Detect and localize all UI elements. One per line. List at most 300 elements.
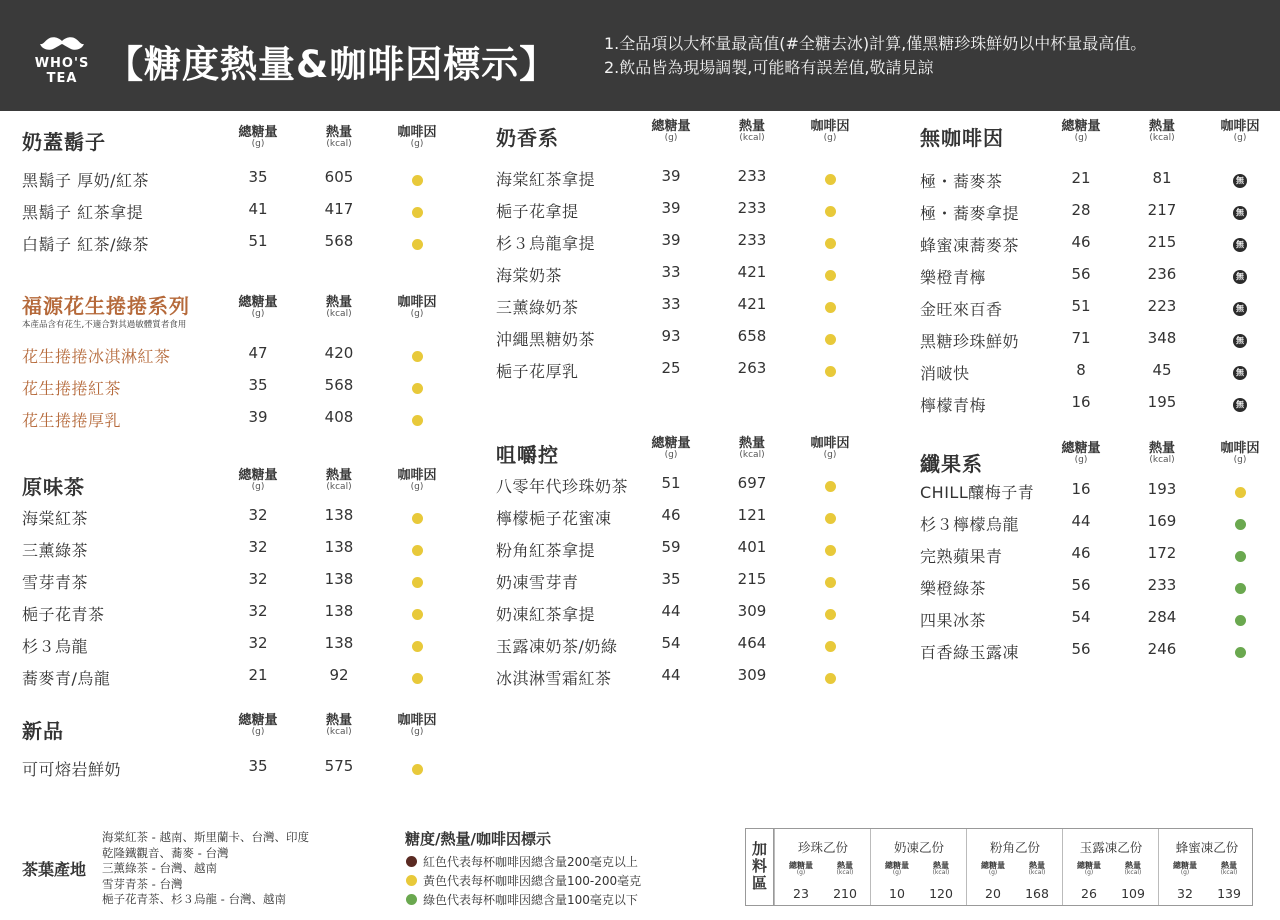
menu-item-row bbox=[496, 327, 850, 351]
topping-kcal-unit: (kcal) bbox=[1220, 869, 1238, 876]
topping-sugar-head bbox=[1163, 862, 1207, 876]
item-kcal: 195 bbox=[1147, 393, 1177, 411]
col-head-caffeine-label: 咖啡因 bbox=[397, 295, 437, 310]
menu-item-row bbox=[22, 200, 437, 224]
topping-kcal-label: 熱量 bbox=[933, 861, 949, 870]
topping-kcal-unit: (kcal) bbox=[1124, 869, 1142, 876]
item-kcal: 568 bbox=[324, 232, 354, 250]
menu-item-row bbox=[496, 199, 850, 223]
item-sugar: 41 bbox=[248, 200, 268, 218]
item-name: 可可熔岩鮮奶 bbox=[22, 760, 122, 779]
origin-line: 雪芽青茶 - 台灣 bbox=[102, 876, 183, 891]
item-name: 金旺來百香 bbox=[920, 300, 1003, 319]
item-kcal: 172 bbox=[1147, 544, 1177, 562]
item-sugar: 33 bbox=[661, 295, 681, 313]
origin-line: 三薰綠茶 - 台灣、越南 bbox=[102, 861, 217, 875]
col-head-caffeine-label: 咖啡因 bbox=[810, 436, 850, 451]
no-caffeine-icon: 無 bbox=[1233, 334, 1247, 348]
item-kcal: 233 bbox=[737, 199, 767, 217]
item-name: 蜂蜜凍蕎麥茶 bbox=[920, 236, 1020, 255]
topping-kcal-label: 熱量 bbox=[837, 861, 853, 870]
item-sugar: 56 bbox=[1071, 576, 1091, 594]
col-head-sugar-unit: (g) bbox=[251, 726, 265, 737]
item-kcal: 217 bbox=[1147, 201, 1177, 219]
col-head-kcal-label: 熱量 bbox=[738, 436, 765, 451]
item-name: 冰淇淋雪霜紅茶 bbox=[496, 669, 612, 688]
item-sugar: 56 bbox=[1071, 265, 1091, 283]
yellow-caffeine-dot-icon bbox=[825, 174, 836, 185]
item-sugar: 46 bbox=[1071, 233, 1091, 251]
yellow-caffeine-dot-icon bbox=[412, 383, 423, 394]
item-sugar: 28 bbox=[1071, 201, 1091, 219]
item-kcal: 263 bbox=[737, 359, 767, 377]
col-head-kcal bbox=[304, 714, 374, 737]
topping-kcal-unit: (kcal) bbox=[836, 869, 854, 876]
item-kcal: 408 bbox=[324, 408, 354, 426]
yellow-caffeine-dot-icon bbox=[412, 351, 423, 362]
yellow-caffeine-dot-icon bbox=[825, 641, 836, 652]
yellow-caffeine-dot-icon bbox=[1235, 487, 1246, 498]
item-name: 花生捲捲紅茶 bbox=[22, 379, 122, 398]
topping-sugar-label: 總糖量 bbox=[1173, 861, 1197, 870]
green-dot-icon bbox=[406, 894, 417, 905]
topping-kcal-unit: (kcal) bbox=[932, 869, 950, 876]
col-head-caffeine-unit: (g) bbox=[410, 726, 424, 737]
col-head-kcal-label: 熱量 bbox=[738, 119, 765, 134]
topping-kcal-head bbox=[823, 862, 867, 876]
menu-item-row bbox=[22, 634, 437, 658]
yellow-caffeine-dot-icon bbox=[825, 302, 836, 313]
item-kcal: 236 bbox=[1147, 265, 1177, 283]
col-head-caffeine-label: 咖啡因 bbox=[810, 119, 850, 134]
item-name: 花生捲捲厚乳 bbox=[22, 411, 122, 430]
toppings-label-char: 加 bbox=[751, 840, 767, 858]
green-caffeine-dot-icon bbox=[1235, 551, 1246, 562]
col-head-kcal-label: 熱量 bbox=[325, 295, 352, 310]
item-name: 粉角紅茶拿提 bbox=[496, 541, 596, 560]
item-sugar: 44 bbox=[661, 602, 681, 620]
item-kcal: 233 bbox=[737, 167, 767, 185]
no-caffeine-icon: 無 bbox=[1233, 366, 1247, 380]
legend-text: 綠色代表每杯咖啡因總含量100毫克以下 bbox=[423, 893, 638, 907]
menu-item-row bbox=[496, 474, 850, 498]
legend-item-yellow bbox=[406, 872, 641, 889]
legend-item-green bbox=[406, 891, 638, 908]
menu-item-row bbox=[496, 231, 850, 255]
item-kcal: 233 bbox=[737, 231, 767, 249]
topping-sugar-label: 總糖量 bbox=[981, 861, 1005, 870]
item-sugar: 39 bbox=[661, 231, 681, 249]
topping-sugar: 32 bbox=[1177, 886, 1193, 901]
item-kcal: 169 bbox=[1147, 512, 1177, 530]
item-kcal: 575 bbox=[324, 757, 354, 775]
col-head-sugar-unit: (g) bbox=[664, 449, 678, 460]
col-head-caffeine-unit: (g) bbox=[410, 481, 424, 492]
item-sugar: 32 bbox=[248, 634, 268, 652]
section-title-fruit: 纖果系 bbox=[920, 452, 983, 476]
item-kcal: 246 bbox=[1147, 640, 1177, 658]
col-head-caffeine-unit: (g) bbox=[410, 138, 424, 149]
col-head-kcal bbox=[304, 296, 374, 319]
yellow-caffeine-dot-icon bbox=[412, 207, 423, 218]
col-head-kcal bbox=[717, 120, 787, 143]
topping-name: 奶凍乙份 bbox=[893, 840, 944, 855]
item-name: 消啵快 bbox=[920, 364, 970, 383]
topping-kcal: 210 bbox=[833, 886, 857, 901]
topping-kcal-head bbox=[1207, 862, 1251, 876]
col-head-sugar-label: 總糖量 bbox=[1061, 441, 1101, 456]
col-head-kcal-unit: (kcal) bbox=[326, 308, 352, 319]
menu-item-row bbox=[920, 201, 1260, 225]
topping-kcal-label: 熱量 bbox=[1125, 861, 1141, 870]
item-kcal: 697 bbox=[737, 474, 767, 492]
col-head-sugar-label: 總糖量 bbox=[1061, 119, 1101, 134]
item-kcal: 233 bbox=[1147, 576, 1177, 594]
menu-item-row bbox=[22, 538, 437, 562]
menu-item-row bbox=[22, 408, 437, 432]
item-sugar: 44 bbox=[661, 666, 681, 684]
topping-sugar-unit: (g) bbox=[988, 869, 998, 876]
topping-sugar-head bbox=[875, 862, 919, 876]
item-sugar: 47 bbox=[248, 344, 268, 362]
brand-logo bbox=[22, 36, 102, 86]
item-sugar: 35 bbox=[248, 168, 268, 186]
item-sugar: 51 bbox=[248, 232, 268, 250]
col-head-sugar-label: 總糖量 bbox=[238, 125, 278, 140]
item-name: 百香綠玉露凍 bbox=[920, 643, 1020, 662]
item-name: 白鬍子 紅茶/綠茶 bbox=[22, 235, 149, 254]
item-sugar: 21 bbox=[1071, 169, 1091, 187]
item-name: 奶凍紅茶拿提 bbox=[496, 605, 596, 624]
topping-cell bbox=[1062, 829, 1158, 905]
no-caffeine-icon: 無 bbox=[1233, 270, 1247, 284]
item-kcal: 309 bbox=[737, 666, 767, 684]
item-name: 海棠奶茶 bbox=[496, 266, 563, 285]
header-note-1: 1.全品項以大杯量最高值(#全糖去冰)計算,僅黑糖珍珠鮮奶以中杯量最高值。 bbox=[604, 34, 1147, 53]
topping-kcal-head bbox=[919, 862, 963, 876]
yellow-caffeine-dot-icon bbox=[825, 366, 836, 377]
item-kcal: 464 bbox=[737, 634, 767, 652]
item-kcal: 81 bbox=[1152, 169, 1172, 187]
item-name: 沖繩黑糖奶茶 bbox=[496, 330, 596, 349]
col-head-kcal-label: 熱量 bbox=[325, 125, 352, 140]
origin-list bbox=[102, 830, 309, 908]
yellow-caffeine-dot-icon bbox=[412, 175, 423, 186]
col-head-caffeine bbox=[1205, 442, 1275, 465]
header-banner bbox=[0, 0, 1280, 111]
col-head-kcal-label: 熱量 bbox=[1148, 441, 1175, 456]
menu-item-row bbox=[920, 329, 1260, 353]
topping-sugar: 10 bbox=[889, 886, 905, 901]
yellow-caffeine-dot-icon bbox=[412, 673, 423, 684]
item-name: 雪芽青茶 bbox=[22, 573, 89, 592]
topping-cell bbox=[966, 829, 1062, 905]
col-head-kcal-unit: (kcal) bbox=[326, 481, 352, 492]
yellow-caffeine-dot-icon bbox=[412, 513, 423, 524]
item-sugar: 32 bbox=[248, 506, 268, 524]
item-kcal: 401 bbox=[737, 538, 767, 556]
yellow-dot-icon bbox=[406, 875, 417, 886]
item-sugar: 54 bbox=[661, 634, 681, 652]
item-sugar: 51 bbox=[661, 474, 681, 492]
col-head-sugar bbox=[1046, 120, 1116, 143]
no-caffeine-icon: 無 bbox=[1233, 174, 1247, 188]
col-head-kcal-unit: (kcal) bbox=[739, 449, 765, 460]
menu-item-row bbox=[22, 570, 437, 594]
item-name: 海棠紅茶 bbox=[22, 509, 89, 528]
topping-sugar-head bbox=[779, 862, 823, 876]
yellow-caffeine-dot-icon bbox=[825, 513, 836, 524]
col-head-kcal-unit: (kcal) bbox=[739, 132, 765, 143]
item-sugar: 71 bbox=[1071, 329, 1091, 347]
menu-item-row bbox=[920, 169, 1260, 193]
col-head-sugar-label: 總糖量 bbox=[651, 436, 691, 451]
topping-kcal-label: 熱量 bbox=[1221, 861, 1237, 870]
item-kcal: 138 bbox=[324, 506, 354, 524]
topping-kcal: 139 bbox=[1217, 886, 1241, 901]
item-kcal: 421 bbox=[737, 295, 767, 313]
menu-item-row bbox=[920, 233, 1260, 257]
yellow-caffeine-dot-icon bbox=[825, 238, 836, 249]
topping-kcal-head bbox=[1111, 862, 1155, 876]
page-title: 【糖度熱量&咖啡因標示】 bbox=[106, 43, 558, 86]
topping-kcal-unit: (kcal) bbox=[1028, 869, 1046, 876]
topping-sugar-label: 總糖量 bbox=[1077, 861, 1101, 870]
col-head-caffeine-label: 咖啡因 bbox=[397, 125, 437, 140]
item-name: 黑鬍子 厚奶/紅茶 bbox=[22, 171, 149, 190]
legend-text: 紅色代表每杯咖啡因總含量200毫克以上 bbox=[423, 855, 638, 869]
topping-sugar-head bbox=[971, 862, 1015, 876]
item-name: 樂橙綠茶 bbox=[920, 579, 987, 598]
no-caffeine-icon: 無 bbox=[1233, 206, 1247, 220]
col-head-sugar bbox=[636, 437, 706, 460]
col-head-sugar bbox=[223, 126, 293, 149]
green-caffeine-dot-icon bbox=[1235, 647, 1246, 658]
section-title-nocaf: 無咖啡因 bbox=[920, 126, 1004, 150]
item-name: 梔子花厚乳 bbox=[496, 362, 579, 381]
item-kcal: 223 bbox=[1147, 297, 1177, 315]
yellow-caffeine-dot-icon bbox=[825, 609, 836, 620]
menu-item-row bbox=[496, 538, 850, 562]
menu-item-row bbox=[920, 393, 1260, 417]
item-sugar: 51 bbox=[1071, 297, 1091, 315]
section-title-chew: 咀嚼控 bbox=[496, 443, 559, 467]
item-name: 完熟蘋果青 bbox=[920, 547, 1003, 566]
toppings-label-char: 料 bbox=[751, 857, 767, 875]
legend-item-red bbox=[406, 853, 638, 870]
topping-cell bbox=[870, 829, 966, 905]
item-kcal: 421 bbox=[737, 263, 767, 281]
col-head-sugar-label: 總糖量 bbox=[651, 119, 691, 134]
col-head-caffeine-unit: (g) bbox=[823, 132, 837, 143]
col-head-sugar-unit: (g) bbox=[664, 132, 678, 143]
col-head-kcal bbox=[1127, 442, 1197, 465]
topping-kcal-label: 熱量 bbox=[1029, 861, 1045, 870]
col-head-caffeine-label: 咖啡因 bbox=[1220, 119, 1260, 134]
topping-kcal: 168 bbox=[1025, 886, 1049, 901]
item-kcal: 138 bbox=[324, 538, 354, 556]
item-sugar: 44 bbox=[1071, 512, 1091, 530]
col-head-sugar bbox=[636, 120, 706, 143]
yellow-caffeine-dot-icon bbox=[412, 415, 423, 426]
topping-cell bbox=[774, 829, 870, 905]
yellow-caffeine-dot-icon bbox=[412, 641, 423, 652]
menu-item-row bbox=[496, 506, 850, 530]
col-head-caffeine-unit: (g) bbox=[1233, 132, 1247, 143]
item-kcal: 45 bbox=[1152, 361, 1172, 379]
menu-item-row bbox=[22, 168, 437, 192]
menu-item-row bbox=[496, 359, 850, 383]
menu-item-row bbox=[920, 608, 1260, 632]
item-sugar: 8 bbox=[1076, 361, 1086, 379]
item-kcal: 138 bbox=[324, 634, 354, 652]
yellow-caffeine-dot-icon bbox=[825, 334, 836, 345]
menu-item-row bbox=[496, 167, 850, 191]
item-sugar: 59 bbox=[661, 538, 681, 556]
item-sugar: 32 bbox=[248, 538, 268, 556]
item-kcal: 138 bbox=[324, 602, 354, 620]
col-head-caffeine-unit: (g) bbox=[410, 308, 424, 319]
col-head-caffeine bbox=[382, 126, 452, 149]
yellow-caffeine-dot-icon bbox=[412, 609, 423, 620]
red-dot-icon bbox=[406, 856, 417, 867]
item-sugar: 25 bbox=[661, 359, 681, 377]
topping-sugar-unit: (g) bbox=[1180, 869, 1190, 876]
topping-sugar-unit: (g) bbox=[892, 869, 902, 876]
yellow-caffeine-dot-icon bbox=[412, 577, 423, 588]
col-head-sugar-label: 總糖量 bbox=[238, 295, 278, 310]
item-kcal: 658 bbox=[737, 327, 767, 345]
col-head-caffeine-label: 咖啡因 bbox=[1220, 441, 1260, 456]
origin-line: 梔子花青茶、杉３烏龍 - 台灣、越南 bbox=[102, 892, 286, 906]
section-title-new: 新品 bbox=[22, 719, 64, 743]
item-name: 梔子花青茶 bbox=[22, 605, 105, 624]
menu-item-row bbox=[22, 506, 437, 530]
menu-item-row bbox=[22, 757, 437, 781]
item-sugar: 35 bbox=[661, 570, 681, 588]
item-sugar: 46 bbox=[661, 506, 681, 524]
section-subtitle-peanut: 本產品含有花生,不適合對其過敏體質者食用 bbox=[22, 320, 187, 330]
topping-sugar: 26 bbox=[1081, 886, 1097, 901]
col-head-kcal-unit: (kcal) bbox=[1149, 132, 1175, 143]
col-head-kcal bbox=[304, 469, 374, 492]
item-name: 樂橙青檸 bbox=[920, 268, 987, 287]
brand-name: WHO'S TEA bbox=[34, 56, 90, 86]
item-kcal: 568 bbox=[324, 376, 354, 394]
topping-sugar: 20 bbox=[985, 886, 1001, 901]
col-head-sugar bbox=[223, 469, 293, 492]
menu-item-row bbox=[496, 263, 850, 287]
item-name: 極・蕎麥茶 bbox=[920, 172, 1003, 191]
menu-item-row bbox=[496, 666, 850, 690]
topping-name: 蜂蜜凍乙份 bbox=[1175, 840, 1239, 855]
legend-text: 黃色代表每杯咖啡因總含量100-200毫克 bbox=[423, 874, 642, 888]
item-sugar: 39 bbox=[661, 199, 681, 217]
item-name: 梔子花拿提 bbox=[496, 202, 579, 221]
item-kcal: 420 bbox=[324, 344, 354, 362]
menu-item-row bbox=[920, 265, 1260, 289]
item-sugar: 21 bbox=[248, 666, 268, 684]
col-head-caffeine bbox=[795, 437, 865, 460]
col-head-kcal bbox=[304, 126, 374, 149]
menu-item-row bbox=[496, 295, 850, 319]
yellow-caffeine-dot-icon bbox=[825, 481, 836, 492]
menu-item-row bbox=[496, 570, 850, 594]
menu-item-row bbox=[920, 640, 1260, 664]
col-head-sugar bbox=[223, 296, 293, 319]
toppings-table bbox=[745, 828, 1253, 906]
col-head-kcal-label: 熱量 bbox=[1148, 119, 1175, 134]
section-title-naigai: 奶蓋鬍子 bbox=[22, 130, 106, 154]
col-head-caffeine bbox=[795, 120, 865, 143]
item-name: 八零年代珍珠奶茶 bbox=[496, 477, 629, 496]
item-name: 蕎麥青/烏龍 bbox=[22, 669, 111, 688]
yellow-caffeine-dot-icon bbox=[825, 270, 836, 281]
item-kcal: 215 bbox=[1147, 233, 1177, 251]
topping-sugar-unit: (g) bbox=[1084, 869, 1094, 876]
item-name: 奶凍雪芽青 bbox=[496, 573, 579, 592]
no-caffeine-icon: 無 bbox=[1233, 238, 1247, 252]
menu-item-row bbox=[22, 602, 437, 626]
item-name: 四果冰茶 bbox=[920, 611, 987, 630]
yellow-caffeine-dot-icon bbox=[412, 545, 423, 556]
section-title-original: 原味茶 bbox=[22, 475, 85, 499]
header-note-2: 2.飲品皆為現場調製,可能略有誤差值,敬請見諒 bbox=[604, 58, 934, 77]
item-sugar: 54 bbox=[1071, 608, 1091, 626]
no-caffeine-icon: 無 bbox=[1233, 398, 1247, 412]
col-head-sugar-label: 總糖量 bbox=[238, 713, 278, 728]
menu-item-row bbox=[920, 480, 1260, 504]
menu-item-row bbox=[920, 297, 1260, 321]
item-sugar: 16 bbox=[1071, 393, 1091, 411]
topping-sugar-unit: (g) bbox=[796, 869, 806, 876]
green-caffeine-dot-icon bbox=[1235, 583, 1246, 594]
item-name: CHILL釀梅子青 bbox=[920, 483, 1035, 502]
green-caffeine-dot-icon bbox=[1235, 519, 1246, 530]
item-name: 花生捲捲冰淇淋紅茶 bbox=[22, 347, 171, 366]
item-name: 極・蕎麥拿提 bbox=[920, 204, 1020, 223]
yellow-caffeine-dot-icon bbox=[825, 545, 836, 556]
item-kcal: 138 bbox=[324, 570, 354, 588]
yellow-caffeine-dot-icon bbox=[825, 673, 836, 684]
item-sugar: 93 bbox=[661, 327, 681, 345]
col-head-caffeine bbox=[382, 469, 452, 492]
col-head-kcal-label: 熱量 bbox=[325, 713, 352, 728]
item-name: 檸檬青梅 bbox=[920, 396, 987, 415]
col-head-caffeine bbox=[382, 714, 452, 737]
item-sugar: 35 bbox=[248, 757, 268, 775]
menu-item-row bbox=[920, 544, 1260, 568]
item-name: 檸檬梔子花蜜凍 bbox=[496, 509, 612, 528]
topping-name: 粉角乙份 bbox=[989, 840, 1040, 855]
col-head-caffeine-unit: (g) bbox=[1233, 454, 1247, 465]
col-head-kcal bbox=[717, 437, 787, 460]
menu-item-row bbox=[920, 576, 1260, 600]
green-caffeine-dot-icon bbox=[1235, 615, 1246, 626]
col-head-kcal-label: 熱量 bbox=[325, 468, 352, 483]
item-sugar: 16 bbox=[1071, 480, 1091, 498]
item-name: 海棠紅茶拿提 bbox=[496, 170, 596, 189]
toppings-label bbox=[746, 829, 774, 905]
col-head-kcal bbox=[1127, 120, 1197, 143]
topping-sugar-label: 總糖量 bbox=[885, 861, 909, 870]
col-head-sugar-unit: (g) bbox=[251, 481, 265, 492]
origin-title: 茶葉產地 bbox=[22, 860, 87, 879]
item-sugar: 56 bbox=[1071, 640, 1091, 658]
item-kcal: 417 bbox=[324, 200, 354, 218]
item-sugar: 35 bbox=[248, 376, 268, 394]
col-head-sugar-unit: (g) bbox=[251, 138, 265, 149]
